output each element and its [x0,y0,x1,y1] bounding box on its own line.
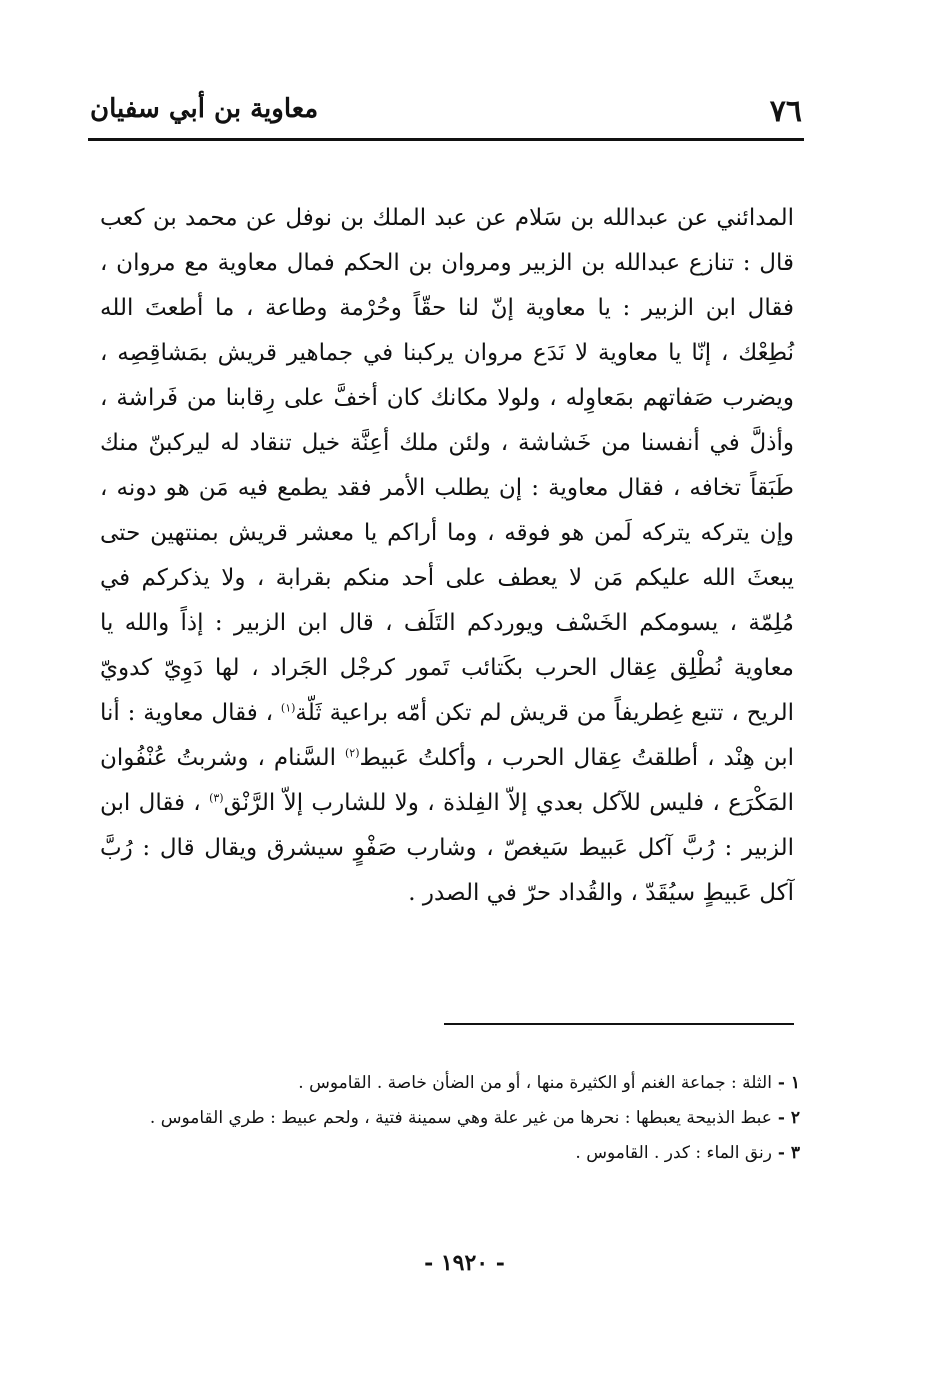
header-rule [88,138,804,141]
footnote-ref-2: (٢) [345,746,360,760]
body-text [100,196,794,916]
main-paragraph [100,196,794,916]
page-number: ٧٦ [769,94,802,129]
footnote-ref-3: (٣) [209,791,224,805]
footnote-2 [90,1101,800,1136]
footnote-1 [90,1066,800,1101]
paragraph-part: المدائني عن عبدالله بن سَلام عن عبد الملك بن نوفل عن محمد بن كعب قال : تنازع عبدالله بن الزبير ومروان بن الحكم فمال معاوية مع مروان ، فقال ابن الزبير : يا معاوية إنّ لنا حقّاً وحُرْمة وطاعة ، ما أطعتَ الله نُطِعْك ، إنّا يا معاوية لا نَدَع مروان يركبنا في جماهير قريش بمَشاقِصِه ، ويضرب صَفاتهم بمَعاوِله ، ولولا مكانك كان أخفَّ على رِقابنا من فَراشة ، وأذلَّ في أنفسنا من خَشاشة ، ولئن ملك أعِنَّة خيل تنقاد له ليركبنّ منك طَبَقاً تخافه ، فقال معاوية : إن يطلب الأمر فقد يطمع فيه مَن هو دونه ، وإن يتركه يتركه لَمن هو فوقه ، وما أراكم يا معشر قريش بمنتهين حتى يبعثَ الله عليكم مَن لا يعطف على أحد منكم بقرابة ، ولا يذكركم في مُلِمّة ، يسومكم الخَسْف ويوردكم التَلَف ، قال ابن الزبير : إذاً والله يا معاوية نُطْلِق عِقال الحرب بكَتائب تَمور كرجْل الجَراد ، لها دَوِيّ كدويّ الريح ، تتبع غِطريفاً من قريش لم تكن أمّه براعية ثَلّة [100,205,794,726]
footnote-marker: ٣ - [771,1143,800,1163]
footnote-text: عبط الذبيحة يعبطها : نحرها من غير علة وهي سمينة فتية ، ولحم عبيط : طري القاموس . [149,1108,772,1128]
running-title: معاوية بن أبي سفيان [90,94,319,124]
paragraph-part: ، فقال معاوية : أنا ابن هِنْد ، أطلقتُ عِقال الحرب ، وأكلتُ عَبيط [100,700,794,771]
footnote-marker: ٢ - [771,1108,800,1128]
footnote-text: رنق الماء : كدر . القاموس . [575,1143,772,1163]
folio-number: - ١٩٢٠ - [424,1250,505,1276]
paragraph-part: السَّنام ، وشربتُ عُنْفُوان المَكْرَع ، فليس للآكل بعدي إلاّ الفِلذة ، ولا للشارب إلاّ الرَّنْق [100,745,794,816]
footnote-text: الثلة : جماعة الغنم أو الكثيرة منها ، أو من الضأن خاصة . القاموس . [298,1073,772,1093]
footnote-marker: ١ - [771,1073,800,1093]
footnote-rule [444,1023,794,1025]
footnote-ref-1: (١) [280,701,296,715]
paragraph-part: ، فقال ابن الزبير : رُبَّ آكل عَبيط سَيغصّ ، وشارب صَفْوٍ سيشرق ويقال قال : رُبَّ آكل عَبيطٍ سيُقَدّ ، والقُداد حرّ في الصدر . [100,790,794,906]
footnotes [90,1066,800,1171]
footnote-3 [90,1136,800,1171]
page-header [90,90,802,138]
